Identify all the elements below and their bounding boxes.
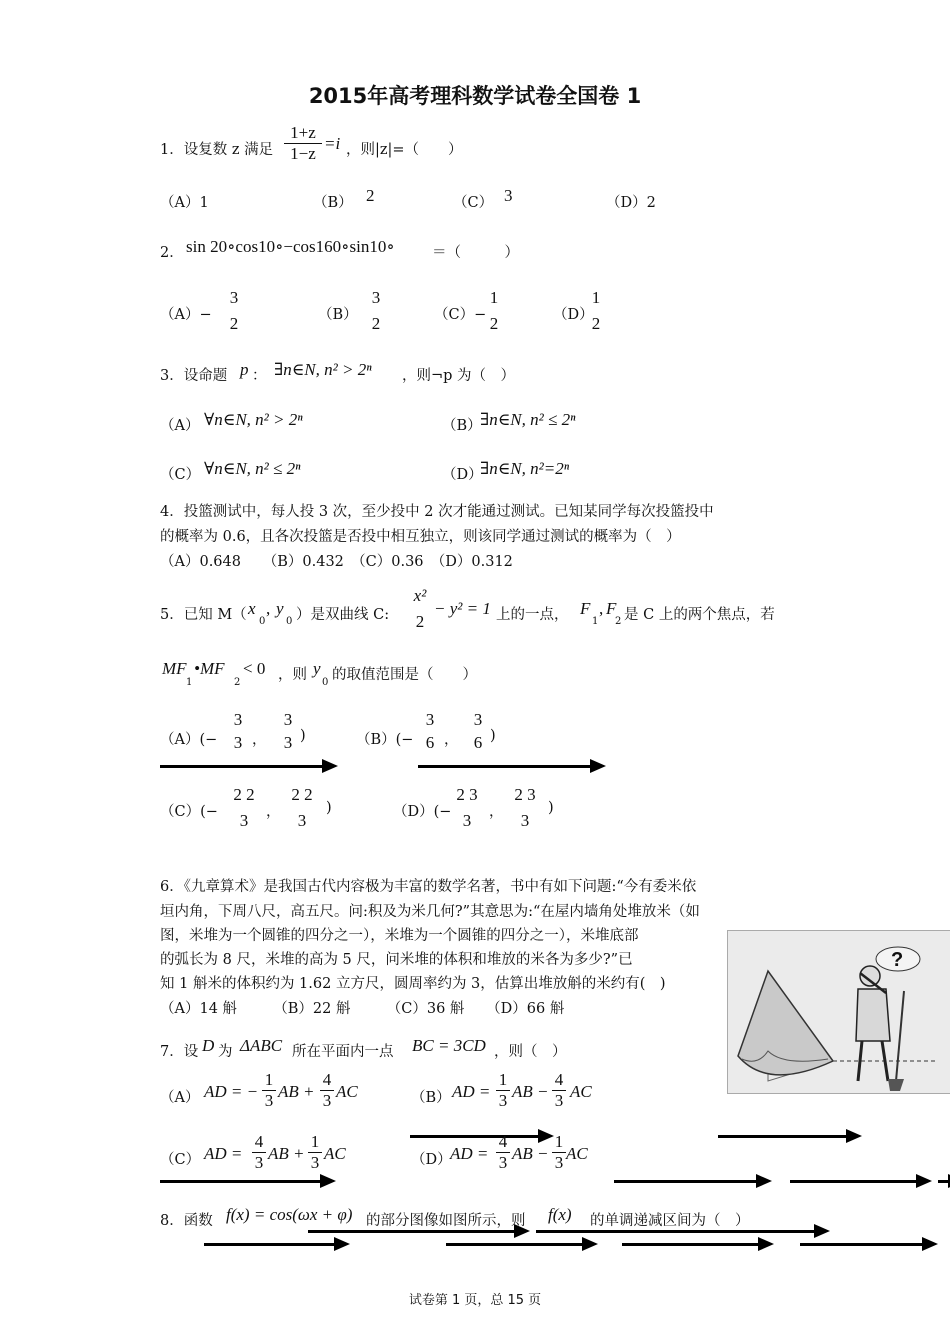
vector-arrow-partial <box>938 1180 950 1183</box>
rice-pile-figure <box>727 930 950 1094</box>
q5-after: 上的一点， <box>496 607 569 623</box>
q5-option-a-close: ) <box>300 728 306 744</box>
vector-arrow <box>160 765 324 768</box>
q8-mid: 的部分图像如图所示，则 <box>366 1213 526 1229</box>
fraction-numerator: x² <box>413 586 427 605</box>
q3-option-b-value: ∃n∈N, n² ≤ 2ⁿ <box>480 410 576 429</box>
vector-arrow <box>614 1180 758 1183</box>
q1-fraction <box>284 123 322 164</box>
q1-numerator: 1+z <box>290 123 316 142</box>
q2-option-c: （C）− <box>434 307 487 323</box>
fraction-denominator: 6 <box>473 733 483 752</box>
q7-c-frac-2 <box>308 1132 322 1173</box>
q1-eq: =i <box>324 134 341 153</box>
vector-arrow <box>308 1230 516 1233</box>
q5-option-b: （B）(− <box>356 732 414 748</box>
question-mark: ? <box>891 949 904 971</box>
q7-a-frac-2 <box>320 1070 334 1111</box>
q1-option-a: （A）1 <box>160 195 209 211</box>
q2-ask: ＝（ ） <box>432 245 519 261</box>
q5-option-c-frac-1 <box>224 785 264 831</box>
fraction-numerator: 3 <box>473 710 483 729</box>
q1-option-b-value: 2 <box>366 186 375 205</box>
q5-stem: 5．已知 M（ <box>160 607 247 623</box>
q5-option-c-close: ) <box>326 800 332 816</box>
fraction-numerator: 1 <box>489 288 499 307</box>
fraction-denominator: 2 <box>229 314 239 333</box>
fraction-denominator: 3 <box>262 1090 276 1111</box>
q2-option-c-fraction <box>482 288 506 334</box>
q5-option-d-frac-1 <box>447 785 487 831</box>
q3-option-c: （C） <box>160 467 201 483</box>
q7-c-ab: AB + <box>268 1144 305 1163</box>
vector-arrow <box>204 1243 336 1246</box>
fraction-numerator: 1 <box>310 1132 320 1151</box>
fraction-denominator: 3 <box>552 1152 566 1173</box>
fraction-denominator: 2 <box>591 314 601 333</box>
q6-options: （A）14 斛 （B）22 斛 （C）36 斛 （D）66 斛 <box>160 1001 565 1017</box>
q5-option-a-frac-1 <box>228 710 248 753</box>
q7-mid: 为 <box>218 1044 233 1060</box>
page-title: 2015年高考理科数学试卷全国卷 1 <box>308 84 642 108</box>
fraction-numerator: 1 <box>554 1132 564 1151</box>
q5-option-b-frac-1 <box>420 710 440 753</box>
q5-y0-sub: 0 <box>286 616 293 627</box>
q5-option-c-comma: ， <box>266 804 281 820</box>
q7-a-frac-1 <box>262 1070 276 1111</box>
q5-cond-mf2: •MF <box>194 659 225 678</box>
q5-option-a-frac-2 <box>278 710 298 753</box>
fraction-numerator: 3 <box>233 710 243 729</box>
q7-c-ac: AC <box>324 1144 346 1163</box>
q7-option-d: （D） <box>411 1152 452 1168</box>
q5-hyperbola-rest: − y² = 1 <box>434 599 491 618</box>
q1-ask: ，则|z|=（ ） <box>346 142 463 158</box>
fraction-denominator: 3 <box>320 1090 334 1111</box>
q5-option-b-comma: ， <box>444 732 459 748</box>
q8-function-2: f(x) <box>548 1205 572 1224</box>
q3-p: p <box>240 360 249 379</box>
q5-ask-y-sub: 0 <box>322 677 329 688</box>
q5-cond-lt: < 0 <box>243 659 266 678</box>
fraction-numerator: 2 2 <box>291 785 313 804</box>
q5-option-a: （A）(− <box>160 732 218 748</box>
rice-pile-illustration <box>728 931 950 1093</box>
fraction-denominator: 3 <box>252 1152 266 1173</box>
fraction-denominator: 3 <box>239 811 249 830</box>
q7-d: D <box>202 1036 215 1055</box>
q6-line-3: 图，米堆为一个圆锥的四分之一），米堆为一个圆锥的四分之一），米堆底部 <box>160 928 639 944</box>
vector-arrow <box>410 1135 540 1138</box>
q5-y0: y <box>276 599 284 618</box>
q5-x0-sub: 0 <box>259 616 266 627</box>
fraction-denominator: 3 <box>496 1090 510 1111</box>
q3-option-b: （B） <box>442 418 482 434</box>
q2-option-a-fraction <box>222 288 246 334</box>
q7-abc: ΔABC <box>240 1036 283 1055</box>
q6-line-4: 的弧长为 8 尺，米堆的高为 5 尺，问米堆的体积和堆放的米各为多少?”已 <box>160 952 633 968</box>
q7-b-ac: AC <box>570 1082 592 1101</box>
q5-option-d-comma: ， <box>489 804 504 820</box>
fraction-denominator: 3 <box>520 811 530 830</box>
vector-arrow <box>790 1180 918 1183</box>
q7-d-ab: AB − <box>512 1144 549 1163</box>
q5-ask-y: y <box>313 659 321 678</box>
q6-line-5: 知 1 斛米的体积约为 1.62 立方尺，圆周率约为 3，估算出堆放斛的米约有( ) <box>160 976 666 992</box>
q3-stem: 3．设命题 <box>160 368 228 384</box>
q4-line-2: 的概率为 0.6，且各次投篮是否投中相互独立，则该同学通过测试的概率为（ ） <box>160 529 681 545</box>
q5-f1-sub: 1 <box>592 616 599 627</box>
q7-d-ad: AD = <box>450 1144 489 1163</box>
fraction-denominator: 3 <box>496 1152 510 1173</box>
vector-arrow <box>800 1243 924 1246</box>
q6-line-1: 6．《九章算术》是我国古代内容极为丰富的数学名著，书中有如下问题:“今有委米依 <box>160 879 697 895</box>
fraction-numerator: 1 <box>264 1070 274 1089</box>
fraction-numerator: 4 <box>322 1070 332 1089</box>
vector-arrow <box>622 1243 760 1246</box>
q7-a-ac: AC <box>336 1082 358 1101</box>
fraction-denominator: 3 <box>297 811 307 830</box>
q7-ask: ，则（ ） <box>494 1044 567 1060</box>
q8-stem: 8．函数 <box>160 1213 213 1229</box>
fraction-numerator: 4 <box>554 1070 564 1089</box>
q5-option-d-close: ) <box>548 800 554 816</box>
q1-denominator: 1−z <box>284 143 322 164</box>
q5-comma: , <box>266 599 271 618</box>
q5-option-d-frac-2 <box>505 785 545 831</box>
fraction-numerator: 3 <box>425 710 435 729</box>
q7-a-ad: AD = − <box>204 1082 259 1101</box>
fraction-numerator: 3 <box>371 288 381 307</box>
fraction-denominator: 2 <box>415 612 425 631</box>
q5-option-c-frac-2 <box>282 785 322 831</box>
q7-a-ab: AB + <box>278 1082 315 1101</box>
q4-options: （A）0.648 （B）0.432 （C）0.36 （D）0.312 <box>160 554 513 570</box>
q5-f1: F <box>580 599 591 618</box>
q1-option-c-value: 3 <box>504 186 513 205</box>
q5-cond-sub1: 1 <box>186 677 193 688</box>
fraction-numerator: 1 <box>591 288 601 307</box>
q7-b-frac-1 <box>496 1070 510 1111</box>
q5-f-comma: , <box>599 599 604 618</box>
q2-option-d-fraction <box>584 288 608 334</box>
q7-d-frac-2 <box>552 1132 566 1173</box>
fraction-numerator: 3 <box>283 710 293 729</box>
q5-f2: F <box>606 599 617 618</box>
vector-arrow <box>418 765 592 768</box>
fraction-numerator: 4 <box>254 1132 264 1151</box>
q2-option-b: （B） <box>318 307 358 323</box>
q5-mid: ）是双曲线 C: <box>296 607 390 623</box>
q5-option-d: （D）(− <box>393 804 452 820</box>
q2-option-b-fraction <box>364 288 388 334</box>
q5-cond-mf1: MF <box>162 659 187 678</box>
q5-ask: ，则 <box>278 667 307 683</box>
page-footer: 试卷第 1 页，总 15 页 <box>408 1293 542 1308</box>
q7-c-frac-1 <box>252 1132 266 1173</box>
q7-b-ad: AD = <box>452 1082 491 1101</box>
fraction-numerator: 4 <box>498 1132 508 1151</box>
q4-line-1: 4．投篮测试中，每人投 3 次，至少投中 2 次才能通过测试。已知某同学每次投篮投中 <box>160 504 714 520</box>
fraction-denominator: 3 <box>462 811 472 830</box>
q5-option-a-comma: ， <box>252 732 267 748</box>
vector-arrow <box>536 1230 816 1233</box>
q7-d-frac-1 <box>496 1132 510 1173</box>
q3-option-c-value: ∀n∈N, n² ≤ 2ⁿ <box>204 459 301 478</box>
fraction-denominator: 3 <box>283 733 293 752</box>
fraction-denominator: 3 <box>552 1090 566 1111</box>
fraction-numerator: 2 2 <box>233 785 255 804</box>
fraction-denominator: 3 <box>233 733 243 752</box>
q2-expression: sin 20∘cos10∘−cos160∘sin10∘ <box>186 237 395 256</box>
q8-ask: 的单调递减区间为（ ） <box>590 1213 750 1229</box>
vector-arrow <box>160 1180 322 1183</box>
q3-option-d-value: ∃n∈N, n²=2ⁿ <box>480 459 570 478</box>
vector-arrow <box>446 1243 584 1246</box>
fraction-denominator: 2 <box>371 314 381 333</box>
q7-option-b: （B） <box>411 1090 451 1106</box>
fraction-numerator: 2 3 <box>514 785 536 804</box>
q1-option-b: （B） <box>313 195 353 211</box>
q3-ask: ，则¬p 为（ ） <box>402 368 516 384</box>
q5-ask-2: 的取值范围是（ ） <box>332 667 477 683</box>
q5-tail: 是 C 上的两个焦点，若 <box>624 607 775 623</box>
q5-option-b-close: ) <box>490 728 496 744</box>
q6-line-2: 垣内角，下周八尺，高五尺。问:积及为米几何?”其意思为:“在屋内墙角处堆放米（如 <box>160 904 700 920</box>
q7-mid-2: 所在平面内一点 <box>292 1044 394 1060</box>
q5-option-b-frac-2 <box>468 710 488 753</box>
fraction-numerator: 1 <box>498 1070 508 1089</box>
q7-b-ab: AB − <box>512 1082 549 1101</box>
fraction-denominator: 2 <box>489 314 499 333</box>
q1-option-d: （D）2 <box>606 195 656 211</box>
q1-stem: 1．设复数 z 满足 <box>160 142 274 158</box>
q7-option-a: （A） <box>160 1090 200 1106</box>
fraction-numerator: 2 3 <box>456 785 478 804</box>
q5-f2-sub: 2 <box>615 616 622 627</box>
q3-option-d: （D） <box>442 467 483 483</box>
q7-option-c: （C） <box>160 1152 201 1168</box>
q2-option-d: （D） <box>553 307 594 323</box>
q3-option-a: （A） <box>160 418 200 434</box>
q5-hyperbola-fraction <box>409 586 431 632</box>
fraction-numerator: 3 <box>229 288 239 307</box>
q5-x0: x <box>248 599 256 618</box>
q8-function: f(x) = cos(ωx + φ) <box>226 1205 353 1224</box>
q7-b-frac-2 <box>552 1070 566 1111</box>
q2-option-a: （A）− <box>160 307 212 323</box>
q5-option-c: （C）(− <box>160 804 218 820</box>
q7-bc: BC = 3CD <box>412 1036 486 1055</box>
fraction-denominator: 6 <box>425 733 435 752</box>
q7-d-ac: AC <box>566 1144 588 1163</box>
q5-cond-sub2: 2 <box>234 677 241 688</box>
q2-stem: 2． <box>160 245 184 261</box>
vector-arrow <box>718 1135 848 1138</box>
q1-option-c: （C） <box>453 195 494 211</box>
q7-c-ad: AD = <box>204 1144 243 1163</box>
q3-colon: ： <box>252 368 267 384</box>
q3-option-a-value: ∀n∈N, n² > 2ⁿ <box>204 410 303 429</box>
fraction-denominator: 3 <box>308 1152 322 1173</box>
q3-condition: ∃n∈N, n² > 2ⁿ <box>274 360 372 379</box>
q7-stem: 7．设 <box>160 1044 199 1060</box>
